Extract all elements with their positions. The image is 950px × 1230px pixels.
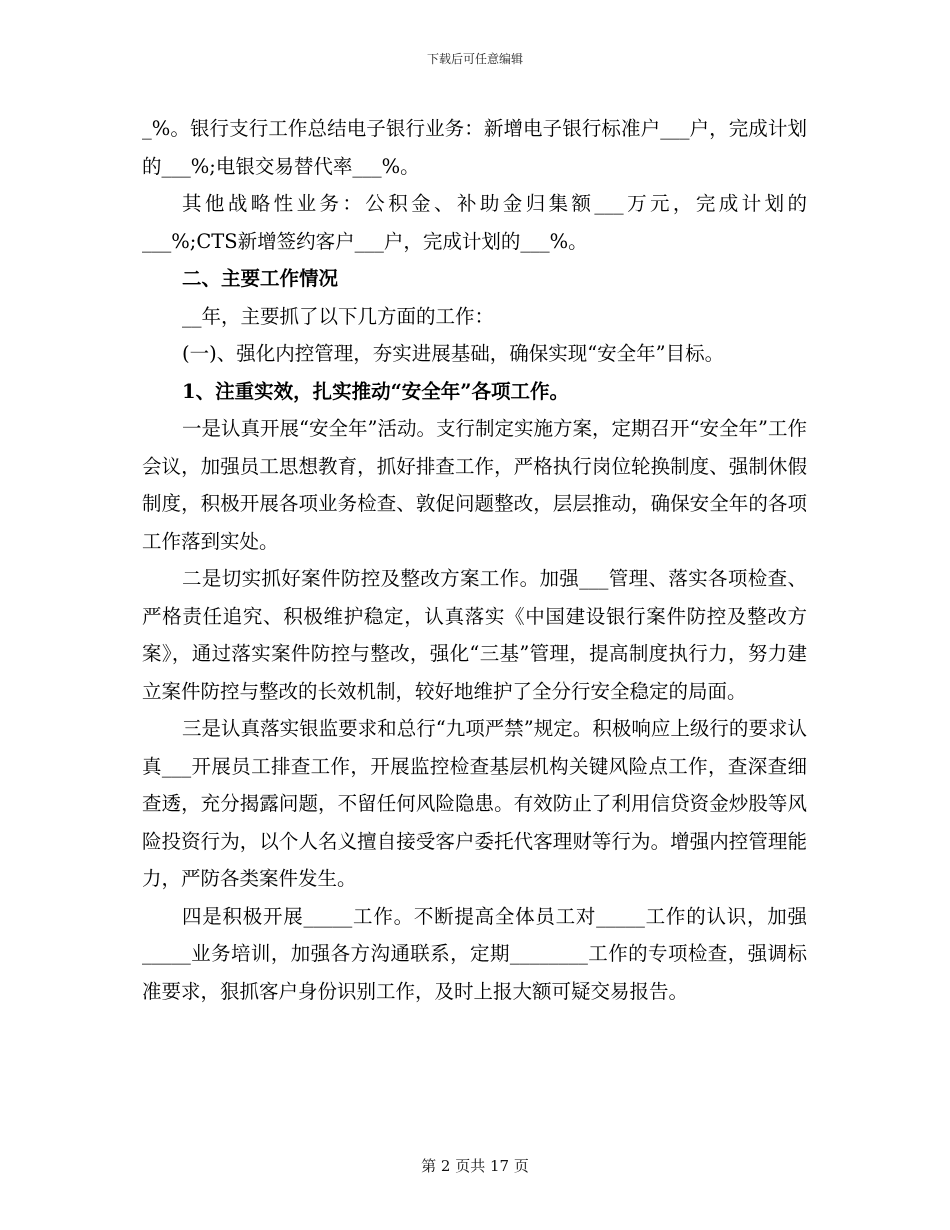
item-heading-safety-year: 1、注重实效，扎实推动“安全年”各项工作。 bbox=[182, 379, 570, 403]
page-footer: 第 2 页共 17 页 bbox=[421, 1157, 529, 1175]
page-header: 下载后可任意编辑 bbox=[426, 52, 523, 66]
paragraph-point-three: 三是认真落实银监要求和总行“九项严禁”规定。积极响应上级行的要求认真___开展员工排查工作，开展监控检查基层机构关键风险点工作，查深查细查透，充分揭露问题，不留任何风险隐患。有效防止了利用信贷资金炒股等风险投资行为，以个人名义擅自接受客户委托代客理财等行为。增强内控管理能力，严防各类案件发生。 bbox=[142, 717, 807, 890]
paragraph-intro: __年，主要抓了以下几方面的工作： bbox=[182, 304, 495, 328]
paragraph-strategic-business: 其他战略性业务：公积金、补助金归集额___万元，完成计划的___%;CTS新增签约客户___户，完成计划的___%。 bbox=[142, 192, 807, 253]
paragraph-point-one: 一是认真开展“安全年”活动。支行制定实施方案，定期召开“安全年”工作会议，加强员工思想教育，抓好排查工作，严格执行岗位轮换制度、强制休假制度，积极开展各项业务检查、敦促问题整改，层层推动，确保安全年的各项工作落到实处。 bbox=[142, 417, 807, 553]
section-heading-main-work: 二、主要工作情况 bbox=[182, 267, 339, 290]
paragraph-point-two: 二是切实抓好案件防控及整改方案工作。加强___管理、落实各项检查、严格责任追究、积极维护稳定，认真落实《中国建设银行案件防控及整改方案》，通过落实案件防控与整改，强化“三基”管理，提高制度执行力，努力建立案件防控与整改的长效机制，较好地维护了全分行安全稳定的局面。 bbox=[142, 567, 807, 703]
subsection-heading-internal-control: (一)、强化内控管理，夯实进展基础，确保实现“安全年”目标。 bbox=[182, 342, 725, 365]
paragraph-point-four: 四是积极开展_____工作。不断提高全体员工对_____工作的认识，加强_____业务培训，加强各方沟通联系，定期________工作的专项检查，强调标准要求，狠抓客户身份识别工作，及时上报大额可疑交易报告。 bbox=[142, 904, 807, 1003]
paragraph-ebank-business: _%。银行支行工作总结电子银行业务：新增电子银行标准户___户，完成计划的___%;电银交易替代率___%。 bbox=[142, 117, 807, 178]
document-body bbox=[142, 110, 807, 1010]
